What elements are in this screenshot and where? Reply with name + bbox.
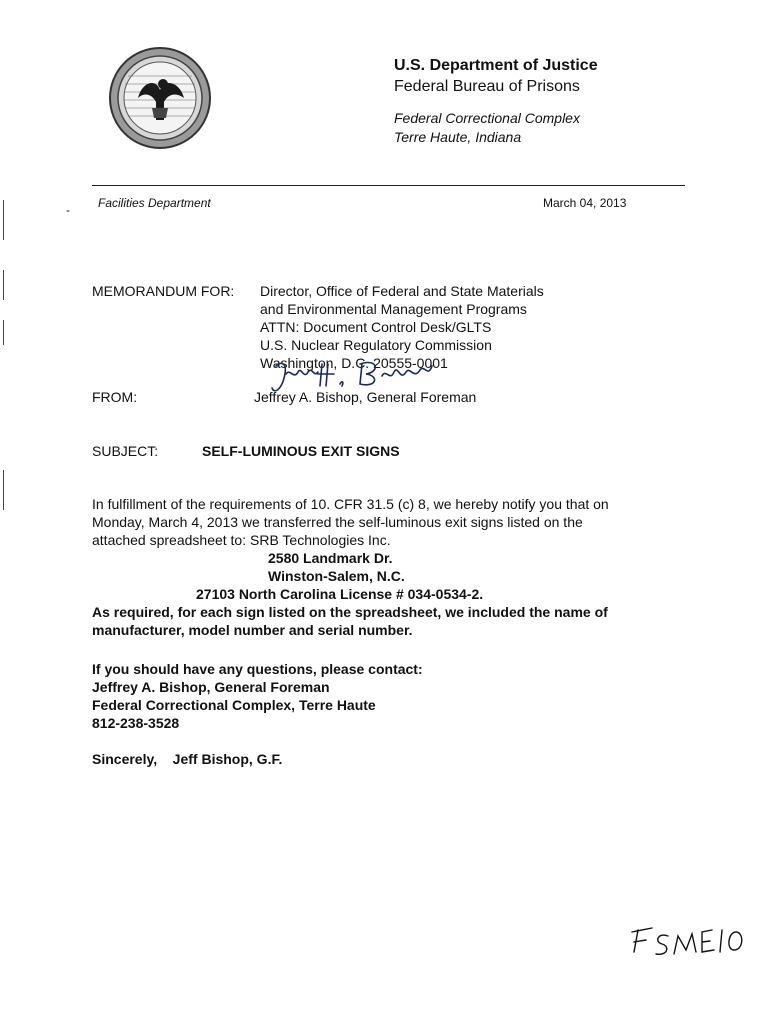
contact-line: Federal Correctional Complex, Terre Haute: [92, 697, 376, 713]
address-line: U.S. Nuclear Regulatory Commission: [260, 337, 492, 353]
memo-from-label: FROM:: [92, 389, 138, 405]
scan-dash-mark: -: [66, 203, 70, 217]
body-line: manufacturer, model number and serial number.: [92, 622, 413, 638]
scan-edge-mark: [3, 270, 4, 300]
scan-edge-mark: [3, 320, 4, 345]
address-line: Washington, D.C. 20555-0001: [260, 355, 448, 371]
contact-line: Jeffrey A. Bishop, General Foreman: [92, 679, 330, 695]
header-divider: [92, 185, 685, 186]
letter-date: March 04, 2013: [543, 196, 627, 210]
scan-edge-mark: [3, 470, 4, 510]
address-line: Director, Office of Federal and State Materials: [260, 283, 544, 299]
required-paragraph: [92, 603, 692, 639]
department-name: U.S. Department of Justice: [394, 57, 598, 74]
recipient-line: 2580 Landmark Dr.: [268, 550, 393, 566]
facility-name: Federal Correctional Complex: [394, 110, 580, 126]
contact-paragraph: [92, 660, 692, 732]
recipient-address: [268, 549, 668, 585]
facility-location: Terre Haute, Indiana: [394, 129, 522, 145]
handwritten-file-mark: [628, 922, 748, 966]
body-line: In fulfillment of the requirements of 10. CFR 31.5 (c) 8, we hereby notify you that on: [92, 496, 609, 512]
memo-from-value: Jeffrey A. Bishop, General Foreman: [254, 389, 477, 405]
letterhead: [394, 55, 598, 147]
memo-subject-value: SELF-LUMINOUS EXIT SIGNS: [202, 443, 400, 459]
scan-edge-mark: [3, 200, 4, 240]
body-line: attached spreadsheet to: SRB Technologies Inc.: [92, 532, 391, 548]
office-name: Facilities Department: [98, 196, 211, 210]
body-line: Monday, March 4, 2013 we transferred the self-luminous exit signs listed on the: [92, 514, 583, 530]
address-line: ATTN: Document Control Desk/GLTS: [260, 319, 492, 335]
closing: Sincerely, Jeff Bishop, G.F.: [92, 751, 283, 767]
contact-line: 812-238-3528: [92, 715, 180, 731]
memo-for-label: MEMORANDUM FOR:: [92, 283, 235, 299]
bureau-name: Federal Bureau of Prisons: [394, 78, 580, 95]
doj-seal-icon: [108, 46, 212, 150]
body-paragraph: [92, 495, 692, 549]
memo-subject-label: SUBJECT:: [92, 443, 159, 459]
contact-line: If you should have any questions, please contact:: [92, 661, 423, 677]
recipient-license: 27103 North Carolina License # 034-0534-2.: [196, 586, 484, 602]
address-line: and Environmental Management Programs: [260, 301, 527, 317]
body-line: As required, for each sign listed on the spreadsheet, we included the name of: [92, 604, 608, 620]
recipient-line: Winston-Salem, N.C.: [268, 568, 405, 584]
